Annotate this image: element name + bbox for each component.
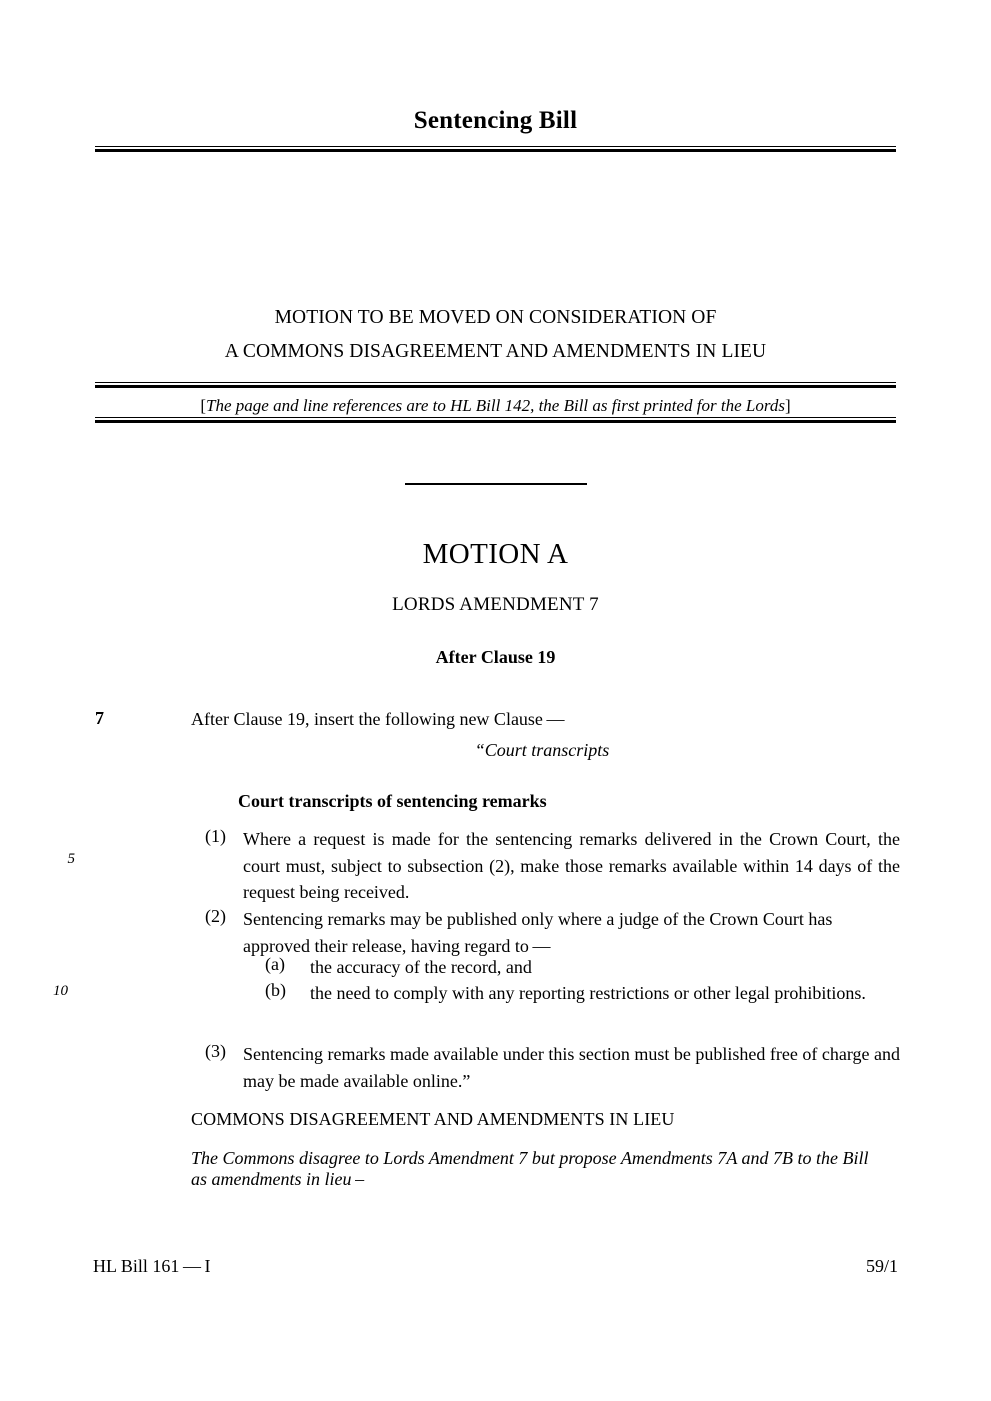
note-top-divider-rule bbox=[95, 382, 896, 388]
paragraph-a bbox=[265, 954, 900, 981]
subsection-3-text: Sentencing remarks made available under this section must be published free of charge and may be made available online.” bbox=[243, 1044, 900, 1091]
amendment-number: 7 bbox=[95, 708, 104, 728]
line-number-5: 5 bbox=[67, 851, 75, 867]
commons-disagreement-note bbox=[191, 1148, 900, 1190]
subsection-2-marker: (2) bbox=[205, 906, 226, 926]
subsection-1-marker: (1) bbox=[205, 826, 226, 846]
rule-thick-line bbox=[95, 385, 896, 388]
rule-thick-line bbox=[95, 420, 896, 423]
subsection-2-text: Sentencing remarks may be published only where a judge of the Crown Court has approved their release, having regard to — bbox=[243, 909, 833, 956]
note-open-bracket: [ bbox=[200, 396, 207, 415]
subsection-1-text: Where a request is made for the sentencing remarks delivered in the Crown Court, the court must, subject to subsection (2), make those remarks available within 14 days of the request being received. bbox=[243, 829, 900, 902]
commons-note-line-1: The Commons disagree to Lords Amendment 7 but propose Amendments 7A and 7B to the Bill bbox=[191, 1148, 869, 1168]
paragraph-a-marker: (a) bbox=[265, 954, 285, 974]
footer-bill-reference: HL Bill 161 — I bbox=[93, 1256, 211, 1276]
motion-label: MOTION A bbox=[422, 538, 569, 570]
paragraph-b-text: the need to comply with any reporting restrictions or other legal prohibitions. bbox=[310, 983, 866, 1003]
commons-note-line-2: as amendments in lieu – bbox=[191, 1169, 365, 1189]
subsection-3-marker: (3) bbox=[205, 1041, 226, 1061]
inserted-clause-heading: Court transcripts of sentencing remarks bbox=[238, 791, 547, 811]
rule-thick-line bbox=[95, 149, 896, 152]
section-break-rule bbox=[405, 483, 587, 485]
inserted-clause-title: “Court transcripts bbox=[474, 740, 610, 760]
page-title: Sentencing Bill bbox=[413, 107, 578, 134]
note-bottom-divider-rule bbox=[95, 417, 896, 423]
reference-note-text: The page and line references are to HL Bill 142, the Bill as first printed for the Lords bbox=[206, 396, 785, 415]
subsection-2 bbox=[205, 906, 900, 959]
commons-disagreement-heading: COMMONS DISAGREEMENT AND AMENDMENTS IN LIEU bbox=[191, 1109, 675, 1129]
paragraph-b bbox=[265, 980, 900, 1007]
subsection-1 bbox=[205, 826, 900, 906]
paragraph-b-marker: (b) bbox=[265, 980, 286, 1000]
lords-amendment-label: LORDS AMENDMENT 7 bbox=[392, 594, 599, 615]
amendment-lead-in: After Clause 19, insert the following new Clause — bbox=[191, 709, 565, 729]
note-close-bracket: ] bbox=[784, 396, 791, 415]
subsection-3 bbox=[205, 1041, 900, 1094]
motion-header-line-1: MOTION TO BE MOVED ON CONSIDERATION OF bbox=[274, 307, 717, 328]
line-number-10: 10 bbox=[53, 983, 68, 999]
clause-position-heading: After Clause 19 bbox=[435, 647, 556, 667]
motion-header-line-2: A COMMONS DISAGREEMENT AND AMENDMENTS IN LIEU bbox=[224, 341, 767, 362]
title-divider-rule bbox=[95, 146, 896, 152]
footer-page-number: 59/1 bbox=[865, 1256, 898, 1276]
paragraph-a-text: the accuracy of the record, and bbox=[310, 957, 532, 977]
reference-note bbox=[0, 396, 991, 416]
